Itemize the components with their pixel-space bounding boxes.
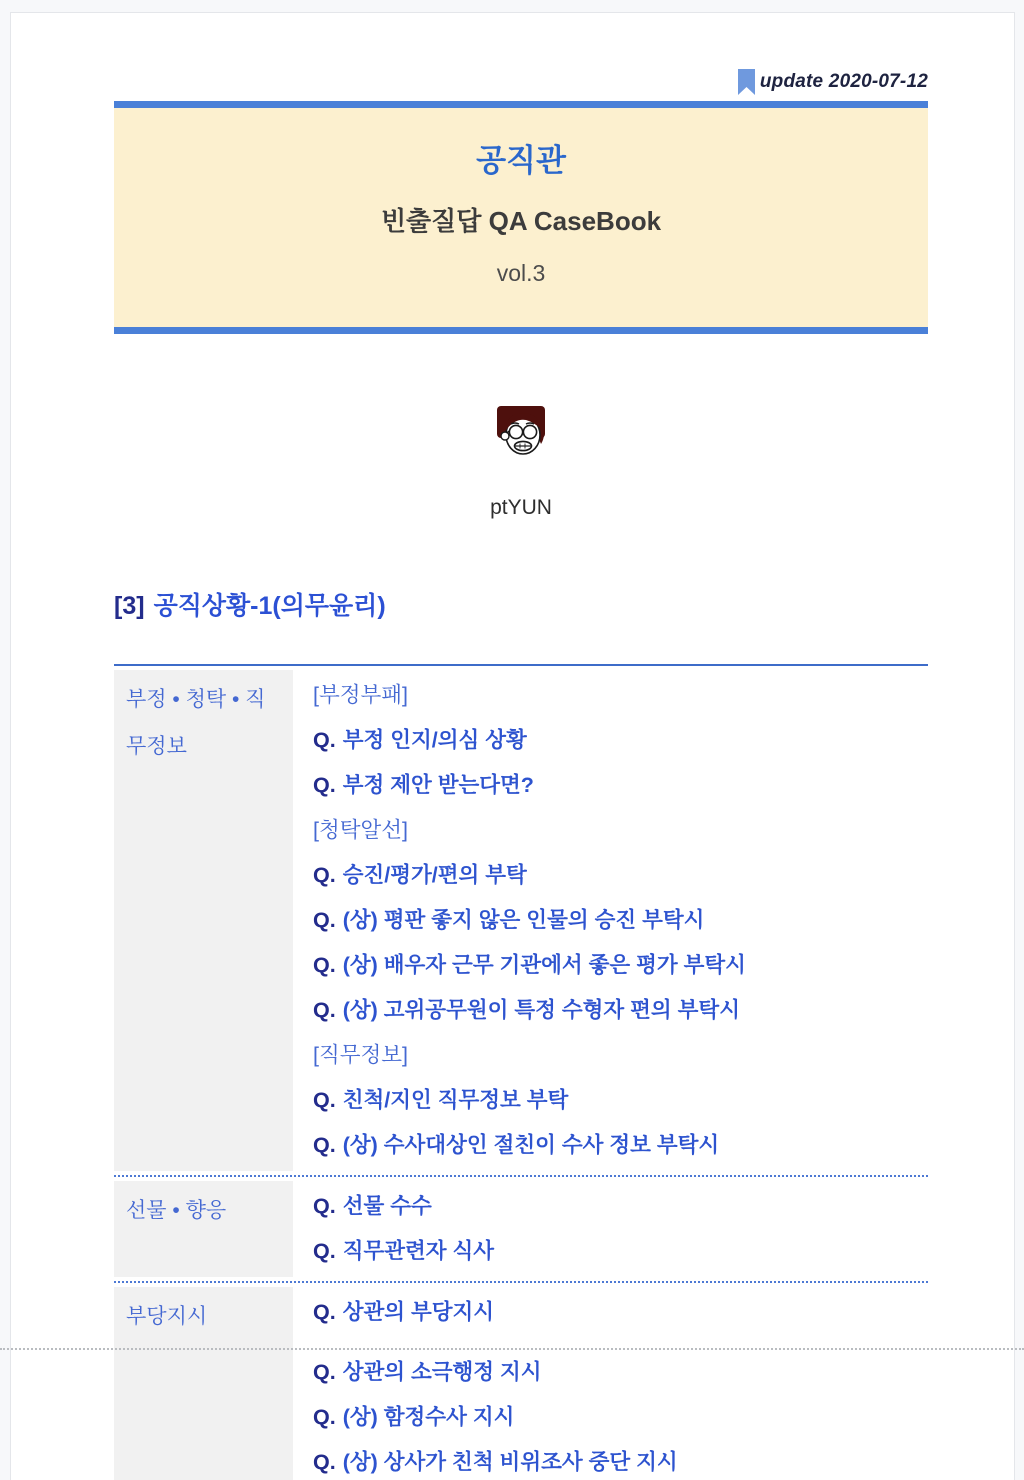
- section-heading: [114, 589, 928, 623]
- q-prefix: Q.: [313, 908, 336, 932]
- q-prefix: Q.: [313, 953, 336, 977]
- cover-card: [114, 101, 928, 334]
- q-text: 친척/지인 직무정보 부탁: [342, 1088, 569, 1112]
- toc-item: [313, 1350, 928, 1395]
- toc-items: [293, 666, 928, 1175]
- toc-item: [313, 1229, 928, 1274]
- document-page: [10, 12, 1015, 1480]
- q-text: 선물 수수: [342, 1194, 432, 1218]
- document-content: [114, 13, 928, 1480]
- toc-row: [114, 666, 928, 1175]
- toc-item: [313, 853, 928, 898]
- q-prefix: Q.: [313, 1239, 336, 1263]
- q-text: (상) 평판 좋지 않은 인물의 승진 부탁시: [342, 908, 705, 932]
- toc-item: [313, 763, 928, 808]
- toc-item: [313, 1290, 928, 1335]
- update-label: update 2020-07-12: [759, 71, 928, 92]
- q-text: (상) 수사대상인 절친이 수사 정보 부탁시: [342, 1133, 720, 1157]
- q-prefix: Q.: [313, 1133, 336, 1157]
- q-prefix: Q.: [313, 998, 336, 1022]
- q-text: 부정 제안 받는다면?: [342, 773, 534, 797]
- q-prefix: Q.: [313, 1360, 336, 1384]
- toc-items: [293, 1283, 928, 1480]
- toc-row: [114, 1281, 928, 1480]
- section-title: 공직상황-1(의무윤리): [153, 592, 386, 620]
- section-number: [3]: [114, 592, 145, 620]
- q-prefix: Q.: [313, 1088, 336, 1112]
- q-text: 직무관련자 식사: [342, 1239, 495, 1263]
- cover-subtitle: 빈출질답 QA CaseBook: [380, 206, 662, 236]
- q-text: (상) 배우자 근무 기관에서 좋은 평가 부탁시: [342, 953, 746, 977]
- toc-item: [313, 988, 928, 1033]
- toc-item-label: [청탁알선]: [313, 818, 409, 842]
- category-cell: 부정 • 청탁 • 직무정보: [114, 670, 293, 1171]
- toc-item-label: [부정부패]: [313, 683, 409, 707]
- toc-item: [313, 1078, 928, 1123]
- toc-row: [114, 1175, 928, 1281]
- q-text: (상) 고위공무원이 특정 수형자 편의 부탁시: [342, 998, 740, 1022]
- q-prefix: Q.: [313, 1405, 336, 1429]
- q-prefix: Q.: [313, 1194, 336, 1218]
- update-row: [114, 67, 928, 97]
- toc-item: [313, 1123, 928, 1168]
- q-text: 상관의 소극행정 지시: [342, 1360, 542, 1384]
- bookmark-icon: [738, 69, 755, 95]
- category-cell: 선물 • 향응: [114, 1181, 293, 1277]
- toc-item: [313, 898, 928, 943]
- q-prefix: Q.: [313, 863, 336, 887]
- toc-table: [114, 664, 928, 1480]
- author-name: ptYUN: [490, 496, 552, 519]
- q-prefix: Q.: [313, 773, 336, 797]
- q-text: (상) 상사가 친척 비위조사 중단 지시: [342, 1450, 678, 1474]
- q-text: 상관의 부당지시: [342, 1300, 495, 1324]
- q-prefix: Q.: [313, 1300, 336, 1324]
- author-avatar-icon: [493, 404, 549, 465]
- cover-title: 공직관: [476, 143, 566, 178]
- toc-item: [313, 1184, 928, 1229]
- category-cell: 부당지시: [114, 1287, 293, 1480]
- q-text: (상) 함정수사 지시: [342, 1405, 515, 1429]
- toc-item: [313, 718, 928, 763]
- toc-item: [313, 943, 928, 988]
- toc-items: [293, 1177, 928, 1281]
- toc-item: [313, 1440, 928, 1480]
- q-prefix: Q.: [313, 728, 336, 752]
- toc-item: [313, 1395, 928, 1440]
- cover-volume: vol.3: [496, 260, 546, 286]
- q-text: 승진/평가/편의 부탁: [342, 863, 527, 887]
- q-prefix: Q.: [313, 1450, 336, 1474]
- toc-item-label: [직무정보]: [313, 1043, 409, 1067]
- author-block: [114, 404, 928, 523]
- page-break-line: [0, 1348, 1024, 1350]
- q-text: 부정 인지/의심 상황: [342, 728, 527, 752]
